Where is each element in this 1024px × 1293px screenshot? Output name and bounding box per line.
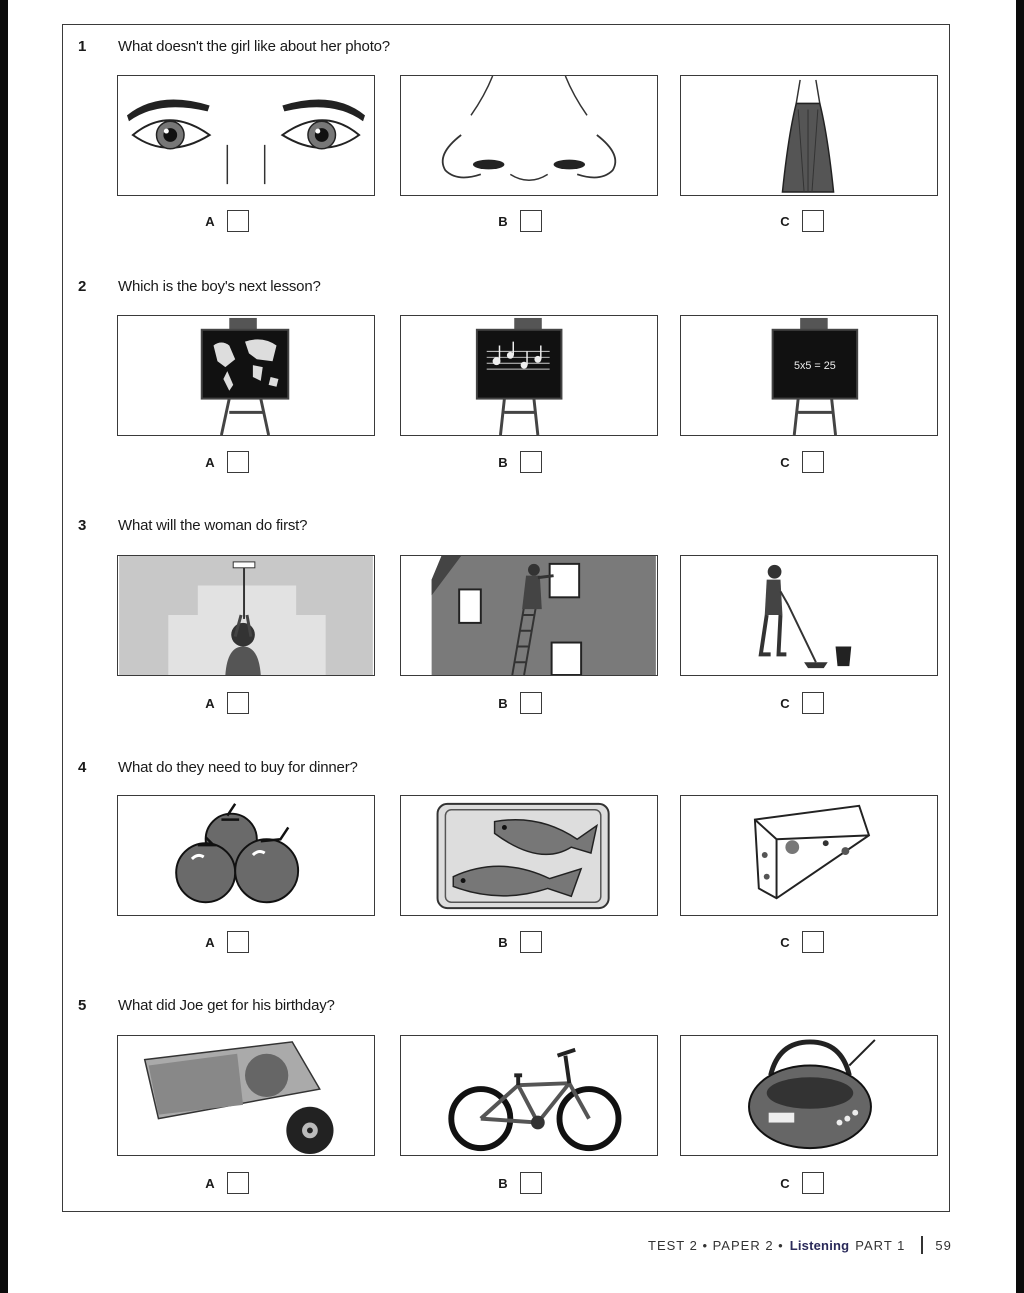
q2-answer-box-c[interactable] [802,451,824,473]
music-blackboard-illustration [401,316,657,435]
fish-illustration [401,796,657,915]
q5-answer-box-b[interactable] [520,1172,542,1194]
q3-answer-box-c[interactable] [802,692,824,714]
footer-divider [921,1236,923,1254]
picture-4b-fish[interactable] [400,795,658,916]
picture-4a-tomatoes[interactable] [117,795,375,916]
question-1-number: 1 [78,38,87,55]
option-letter: A [205,454,215,470]
question-4-number: 4 [78,759,87,776]
cheese-illustration [681,796,937,915]
q4-answer-box-b[interactable] [520,931,542,953]
option-letter: C [780,934,790,950]
page-number: 59 [935,1237,952,1253]
picture-5a-cd[interactable] [117,1035,375,1156]
q2-answer-box-a[interactable] [227,451,249,473]
scan-edge-left [0,0,8,1293]
question-2-text: Which is the boy's next lesson? [118,278,321,295]
question-3-number: 3 [78,517,87,534]
question-1-text: What doesn't the girl like about her photo? [118,38,390,55]
cd-illustration [118,1036,374,1155]
option-letter: B [498,695,508,711]
option-letter: C [780,454,790,470]
dress-illustration [681,76,937,195]
paint-ceiling-illustration [118,556,374,675]
question-4-text: What do they need to buy for dinner? [118,759,358,776]
option-letter: C [780,213,790,229]
picture-3b-clean-window[interactable] [400,555,658,676]
picture-1c-dress[interactable] [680,75,938,196]
q4-option-c[interactable] [780,931,824,953]
q4-option-a[interactable] [205,931,249,953]
q5-option-c[interactable] [780,1172,824,1194]
q4-option-b[interactable] [498,931,542,953]
option-letter: C [780,1175,790,1191]
tomatoes-illustration [118,796,374,915]
picture-1b-nose[interactable] [400,75,658,196]
picture-4c-cheese[interactable] [680,795,938,916]
picture-5c-cd-player[interactable] [680,1035,938,1156]
option-letter: B [498,934,508,950]
q2-option-b[interactable] [498,451,542,473]
q5-option-b[interactable] [498,1172,542,1194]
q1-answer-box-b[interactable] [520,210,542,232]
q2-option-c[interactable] [780,451,824,473]
nose-illustration [401,76,657,195]
q4-answer-box-a[interactable] [227,931,249,953]
picture-2a-geography[interactable] [117,315,375,436]
option-letter: C [780,695,790,711]
footer-part: PART 1 [855,1237,906,1253]
geography-blackboard-illustration [118,316,374,435]
q3-option-b[interactable] [498,692,542,714]
option-letter: B [498,454,508,470]
eyes-illustration [118,76,374,195]
q3-answer-box-b[interactable] [520,692,542,714]
picture-5b-bicycle[interactable] [400,1035,658,1156]
picture-3c-mop-floor[interactable] [680,555,938,676]
q3-answer-box-a[interactable] [227,692,249,714]
question-5-number: 5 [78,997,87,1014]
option-letter: A [205,934,215,950]
option-letter: A [205,213,215,229]
option-letter: B [498,213,508,229]
q3-option-c[interactable] [780,692,824,714]
picture-2c-maths[interactable] [680,315,938,436]
q1-option-c[interactable] [780,210,824,232]
footer-section: Listening [789,1237,850,1253]
question-3-text: What will the woman do first? [118,517,308,534]
picture-1a-eyes[interactable] [117,75,375,196]
q5-option-a[interactable] [205,1172,249,1194]
scan-edge-right [1016,0,1024,1293]
q1-answer-box-a[interactable] [227,210,249,232]
cd-player-illustration [681,1036,937,1155]
option-letter: B [498,1175,508,1191]
picture-3a-paint-ceiling[interactable] [117,555,375,676]
footer-test-paper: TEST 2 • PAPER 2 • [648,1237,784,1253]
option-letter: A [205,1175,215,1191]
q1-answer-box-c[interactable] [802,210,824,232]
mop-floor-illustration [681,556,937,675]
q1-option-a[interactable] [205,210,249,232]
clean-window-illustration [401,556,657,675]
q2-option-a[interactable] [205,451,249,473]
maths-blackboard-illustration [681,316,937,435]
picture-2b-music[interactable] [400,315,658,436]
blackboard-equation: 5x5 = 25 [794,360,836,373]
page-footer [648,1236,952,1254]
option-letter: A [205,695,215,711]
bicycle-illustration [401,1036,657,1155]
q2-answer-box-b[interactable] [520,451,542,473]
q5-answer-box-a[interactable] [227,1172,249,1194]
question-5-text: What did Joe get for his birthday? [118,997,335,1014]
q1-option-b[interactable] [498,210,542,232]
q5-answer-box-c[interactable] [802,1172,824,1194]
q4-answer-box-c[interactable] [802,931,824,953]
q3-option-a[interactable] [205,692,249,714]
question-2-number: 2 [78,278,87,295]
